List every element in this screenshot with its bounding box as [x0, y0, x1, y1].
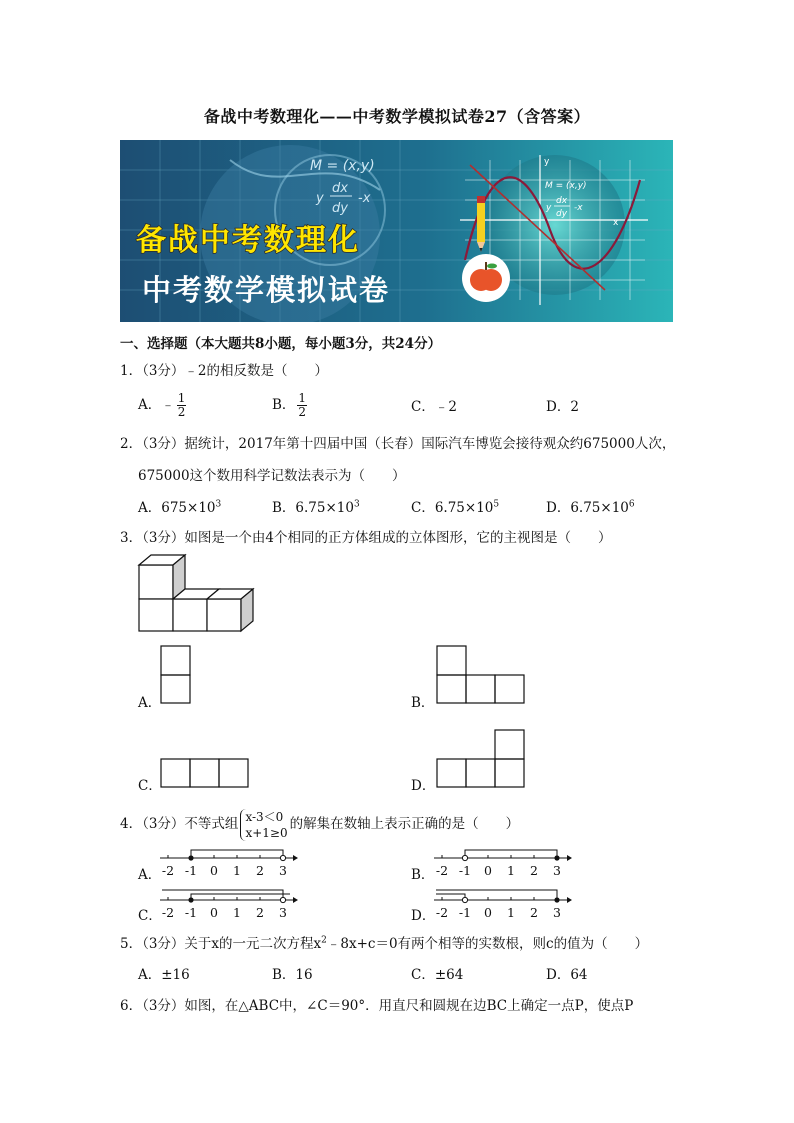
- q3-option-b-view: [436, 645, 526, 705]
- banner-image: [120, 140, 673, 322]
- q1-option-d: D．2: [546, 399, 579, 415]
- q1-option-c: C．﹣2: [411, 399, 457, 415]
- q4-option-a-label: A．: [138, 867, 162, 883]
- question-2-stem-line1: 2．（3分）据统计，2017年第十四届中国（长春）国际汽车博览会接待观众约675000人次，: [120, 436, 676, 452]
- apple-icon: [462, 254, 510, 302]
- q3-option-c-label: C．: [138, 778, 162, 794]
- svg-text:-2: -2: [435, 905, 449, 920]
- svg-text:-2: -2: [435, 863, 449, 878]
- q3-option-d-label: D．: [411, 778, 436, 794]
- question-2-stem-line2: 675000这个数用科学记数法表示为（ ）: [138, 468, 406, 484]
- svg-text:3: 3: [279, 905, 287, 920]
- svg-text:dy: dy: [332, 201, 348, 216]
- q4-option-b-label: B．: [411, 867, 435, 883]
- svg-text:-x: -x: [358, 191, 371, 206]
- svg-text:y: y: [316, 191, 324, 206]
- q5-option-c: C．±64: [411, 967, 464, 983]
- question-3-stem: 3．（3分）如图是一个由4个相同的正方体组成的立体图形，它的主视图是（ ）: [120, 530, 612, 546]
- q1-option-b: B． $\frac{1}{2}$: [272, 391, 307, 419]
- q3-option-a-label: A．: [138, 695, 162, 711]
- svg-text:0: 0: [484, 863, 492, 878]
- q4-option-d-label: D．: [411, 908, 436, 924]
- q2-option-c: C．$6.75\times 10^5$: [411, 499, 500, 516]
- svg-text:2: 2: [530, 905, 538, 920]
- svg-text:x: x: [613, 218, 619, 228]
- cube-solid-figure: [136, 553, 260, 635]
- svg-text:1: 1: [233, 905, 241, 920]
- svg-text:1: 1: [233, 863, 241, 878]
- svg-text:2: 2: [256, 905, 264, 920]
- q2-option-d: D．$6.75\times 10^6$: [546, 499, 635, 516]
- q5-option-d: D．64: [546, 967, 588, 983]
- svg-text:-1: -1: [458, 863, 472, 878]
- q2-option-b: B．$6.75\times 10^3$: [272, 499, 360, 516]
- svg-text:2: 2: [256, 863, 264, 878]
- svg-text:dx: dx: [556, 196, 568, 206]
- svg-text:中考数学模拟试卷: 中考数学模拟试卷: [142, 273, 391, 307]
- svg-text:-1: -1: [458, 905, 472, 920]
- svg-text:3: 3: [553, 863, 561, 878]
- svg-text:dy: dy: [556, 209, 568, 219]
- svg-text:-1: -1: [184, 863, 198, 878]
- svg-text:y: y: [544, 157, 550, 167]
- q4-option-c-numberline: [158, 886, 298, 922]
- q3-option-a-view: [160, 645, 192, 705]
- banner-graphic: [120, 140, 673, 322]
- svg-text:-1: -1: [184, 905, 198, 920]
- svg-text:dx: dx: [332, 181, 348, 196]
- q4-option-a-numberline: [158, 846, 298, 882]
- section-heading: 一、选择题（本大题共8小题，每小题3分，共24分）: [120, 336, 442, 352]
- svg-text:1: 1: [507, 863, 515, 878]
- q3-option-c-view: [160, 758, 250, 788]
- svg-text:0: 0: [210, 863, 218, 878]
- question-5-stem: 5．（3分）关于x的一元二次方程$x^2﹣8x+c=0$有两个相等的实数根，则c的值为（ ）: [120, 935, 649, 952]
- svg-text:-2: -2: [161, 863, 175, 878]
- q5-option-b: B．16: [272, 967, 313, 983]
- fraction: $\frac{1}{2}$: [298, 391, 307, 419]
- question-4-stem: 4．（3分）不等式组 x-3＜0 x+1≥0 的解集在数轴上表示正确的是（ ）: [120, 809, 520, 840]
- svg-text:备战中考数理化: 备战中考数理化: [136, 223, 360, 258]
- svg-text:M = (x,y): M = (x,y): [310, 158, 375, 174]
- svg-text:0: 0: [484, 905, 492, 920]
- q3-option-d-view: [436, 729, 526, 789]
- question-6-stem: 6．（3分）如图，在△ABC中，∠C＝90°．用直尺和圆规在边BC上确定一点P，使点P: [120, 998, 634, 1014]
- q1-option-a: A．﹣ $\frac{1}{2}$: [138, 391, 186, 419]
- svg-text:3: 3: [279, 863, 287, 878]
- pencil-icon: [477, 196, 485, 252]
- svg-text:-2: -2: [161, 905, 175, 920]
- q5-option-a: A．±16: [138, 967, 190, 983]
- svg-text:2: 2: [530, 863, 538, 878]
- q4-option-d-numberline: [432, 886, 572, 922]
- q3-option-b-label: B．: [411, 695, 435, 711]
- q2-option-a: A．$675\times 10^3$: [138, 499, 222, 516]
- page-title: 备战中考数理化——中考数学模拟试卷27（含答案）: [203, 107, 591, 126]
- q4-option-b-numberline: [432, 846, 572, 882]
- question-1-stem: 1．（3分）﹣2的相反数是（ ）: [120, 363, 329, 379]
- q4-option-c-label: C．: [138, 908, 162, 924]
- svg-text:0: 0: [210, 905, 218, 920]
- svg-text:1: 1: [507, 905, 515, 920]
- svg-text:M = (x,y): M = (x,y): [545, 181, 587, 191]
- svg-text:-x: -x: [574, 203, 583, 213]
- inequality-system: x-3＜0 x+1≥0: [240, 809, 287, 841]
- svg-text:3: 3: [553, 905, 561, 920]
- fraction: $\frac{1}{2}$: [177, 391, 186, 419]
- svg-text:y: y: [546, 203, 552, 213]
